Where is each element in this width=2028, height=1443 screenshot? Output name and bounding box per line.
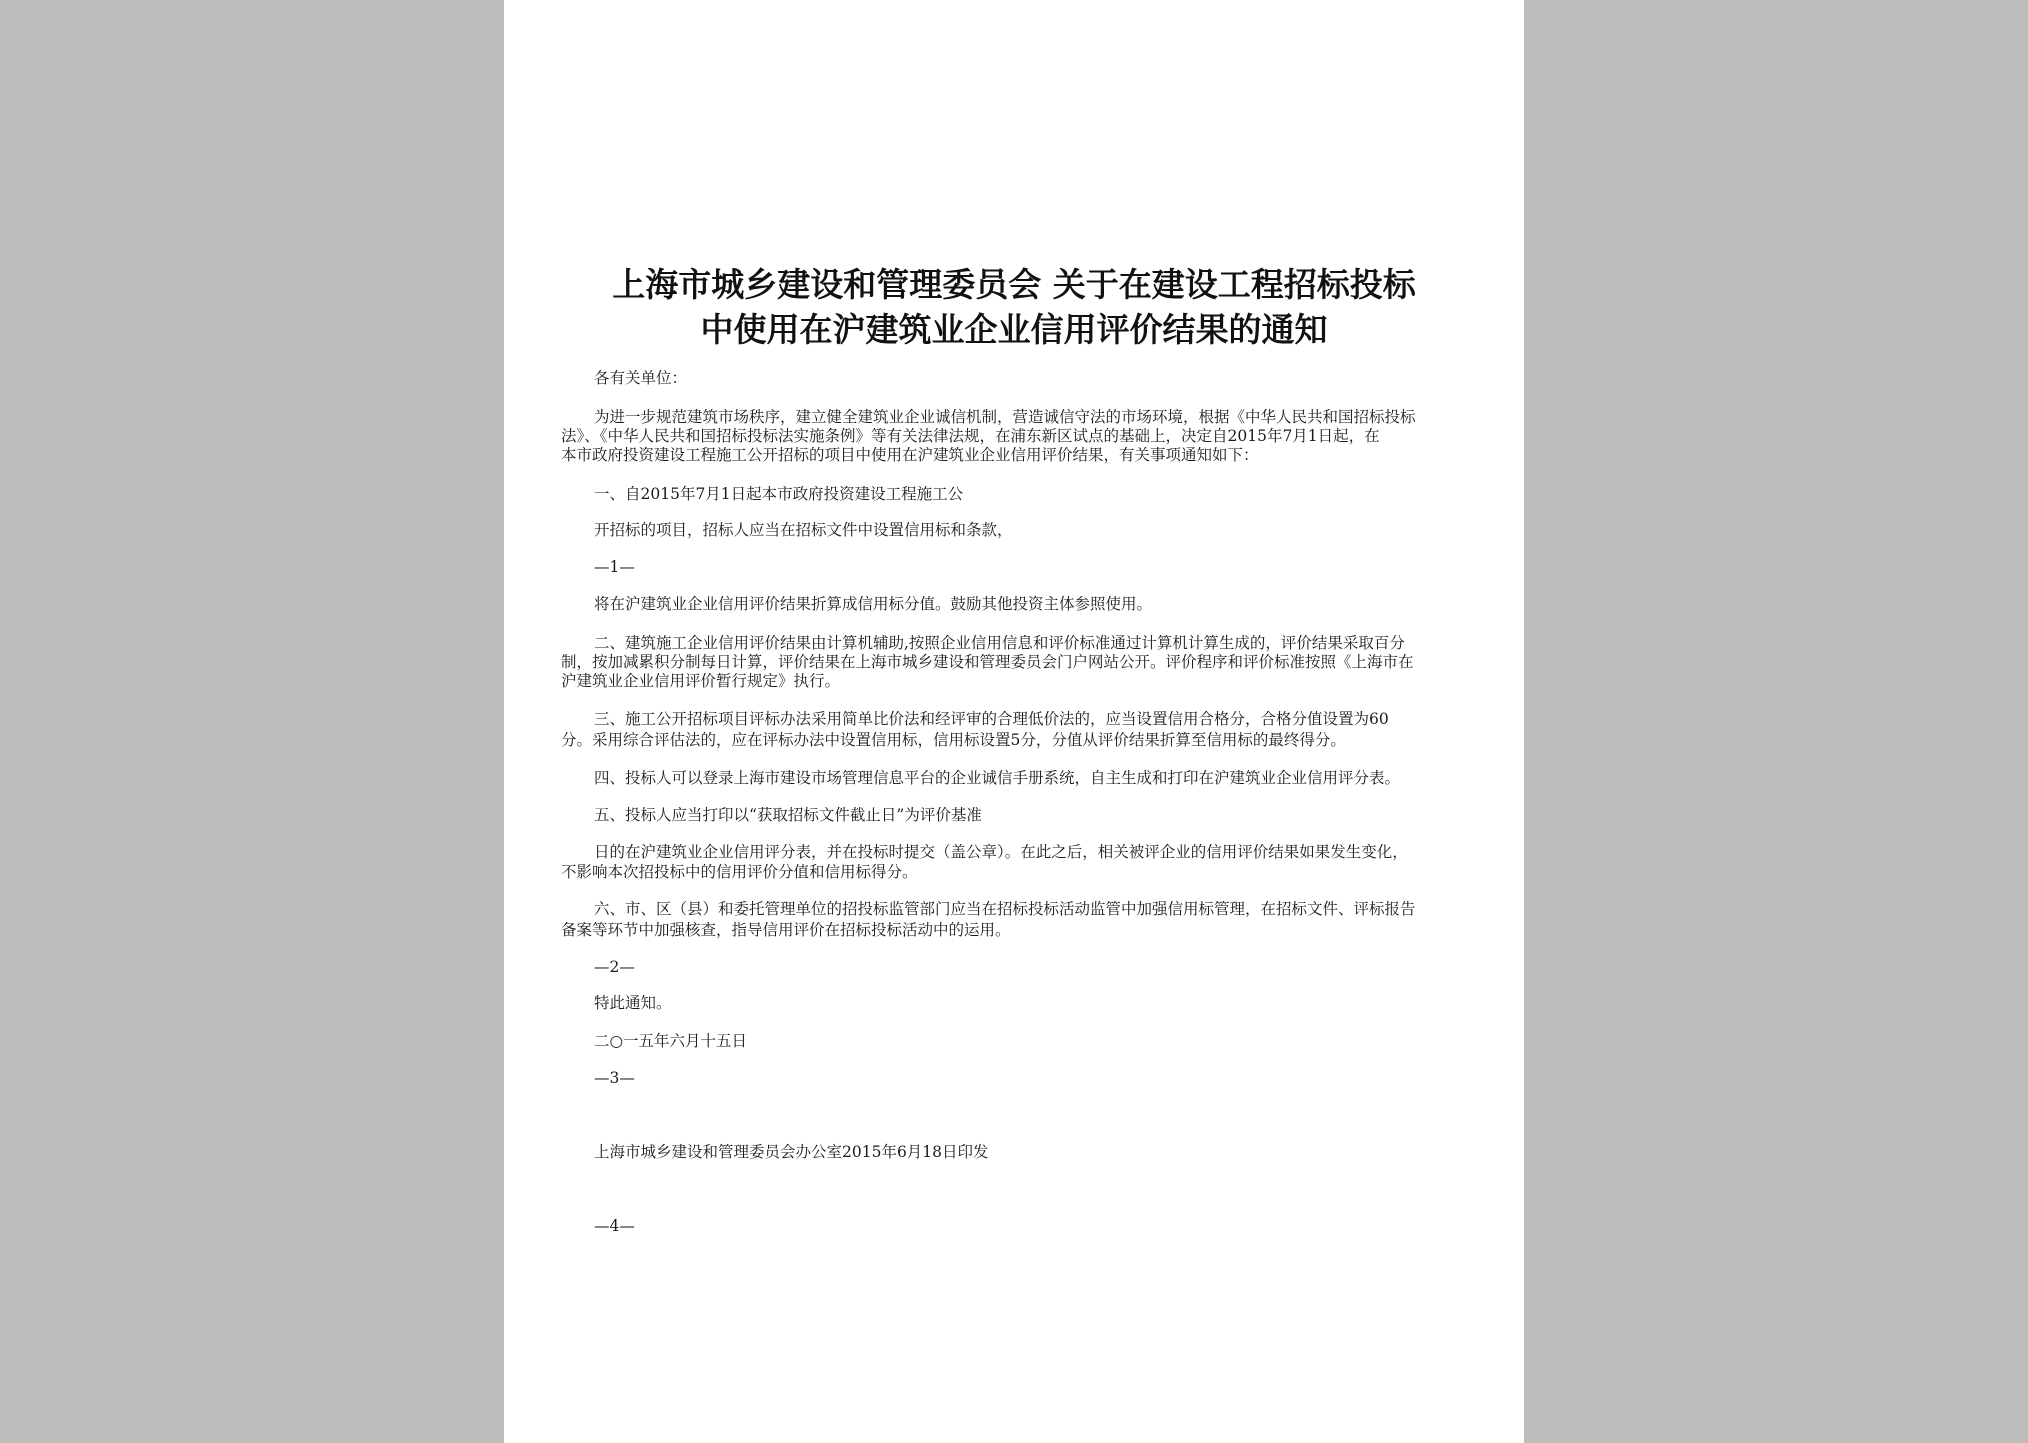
paragraph-intro-line2: 法》、《中华人民共和国招标投标法实施条例》等有关法律法规，在浦东新区试点的基础上，决定自2015年7月1日起，在 xyxy=(561,427,1380,445)
item3-line1: 三、施工公开招标项目评标办法采用简单比价法和经评审的合理低价法的，应当设置信用合格分，合格分值设置为60 xyxy=(594,710,1389,728)
closing-text: 特此通知。 xyxy=(594,994,672,1012)
item2-line2: 制，按加减累积分制每日计算，评价结果在上海市城乡建设和管理委员会门户网站公开。评价程序和评价标准按照《上海市在 xyxy=(561,653,1414,671)
item5-line3: 不影响本次招投标中的信用评价分值和信用标得分。 xyxy=(561,863,918,881)
item6-line1: 六、市、区（县）和委托管理单位的招投标监管部门应当在招标投标活动监管中加强信用标管理，在招标文件、评标报告 xyxy=(594,900,1416,918)
item1-line1: 一、自2015年7月1日起本市政府投资建设工程施工公 xyxy=(594,485,964,503)
page-number-4: —4— xyxy=(594,1217,635,1235)
issuer-line: 上海市城乡建设和管理委员会办公室2015年6月18日印发 xyxy=(594,1143,989,1161)
item1-line2: 开招标的项目，招标人应当在招标文件中设置信用标和条款， xyxy=(594,521,1013,539)
item2-line1: 二、建筑施工企业信用评价结果由计算机辅助,按照企业信用信息和评价标准通过计算机计算生成的，评价结果采取百分 xyxy=(594,634,1405,652)
document-date: 二○一五年六月十五日 xyxy=(594,1032,748,1050)
document-title-line1: 上海市城乡建设和管理委员会 关于在建设工程招标投标 xyxy=(612,265,1416,304)
salutation: 各有关单位： xyxy=(594,369,688,387)
page-number-2: —2— xyxy=(594,958,635,976)
paragraph-intro-line3: 本市政府投资建设工程施工公开招标的项目中使用在沪建筑业企业信用评价结果，有关事项通知如下： xyxy=(561,446,1259,464)
item5-line2: 日的在沪建筑业企业信用评分表，并在投标时提交（盖公章）。在此之后，相关被评企业的信用评价结果如果发生变化， xyxy=(594,843,1408,861)
item5-line1: 五、投标人应当打印以“获取招标文件截止日”为评价基准 xyxy=(594,806,982,824)
item3-line2: 分。采用综合评估法的，应在评标办法中设置信用标，信用标设置5分，分值从评价结果折算至信用标的最终得分。 xyxy=(561,731,1346,749)
item6-line2: 备案等环节中加强核查，指导信用评价在招标投标活动中的运用。 xyxy=(561,921,1011,939)
item2-line3: 沪建筑业企业信用评价暂行规定》执行。 xyxy=(561,672,841,690)
document-title-line2: 中使用在沪建筑业企业信用评价结果的通知 xyxy=(700,310,1328,349)
item4-line1: 四、投标人可以登录上海市建设市场管理信息平台的企业诚信手册系统，自主生成和打印在沪建筑业企业信用评分表。 xyxy=(594,769,1401,787)
item1-line3: 将在沪建筑业企业信用评价结果折算成信用标分值。鼓励其他投资主体参照使用。 xyxy=(594,595,1153,613)
document-page xyxy=(504,0,1524,1443)
page-number-3: —3— xyxy=(594,1069,635,1087)
paragraph-intro-line1: 为进一步规范建筑市场秩序，建立健全建筑业企业诚信机制，营造诚信守法的市场环境，根据《中华人民共和国招标投标 xyxy=(594,408,1416,426)
page-number-1: —1— xyxy=(594,558,635,576)
